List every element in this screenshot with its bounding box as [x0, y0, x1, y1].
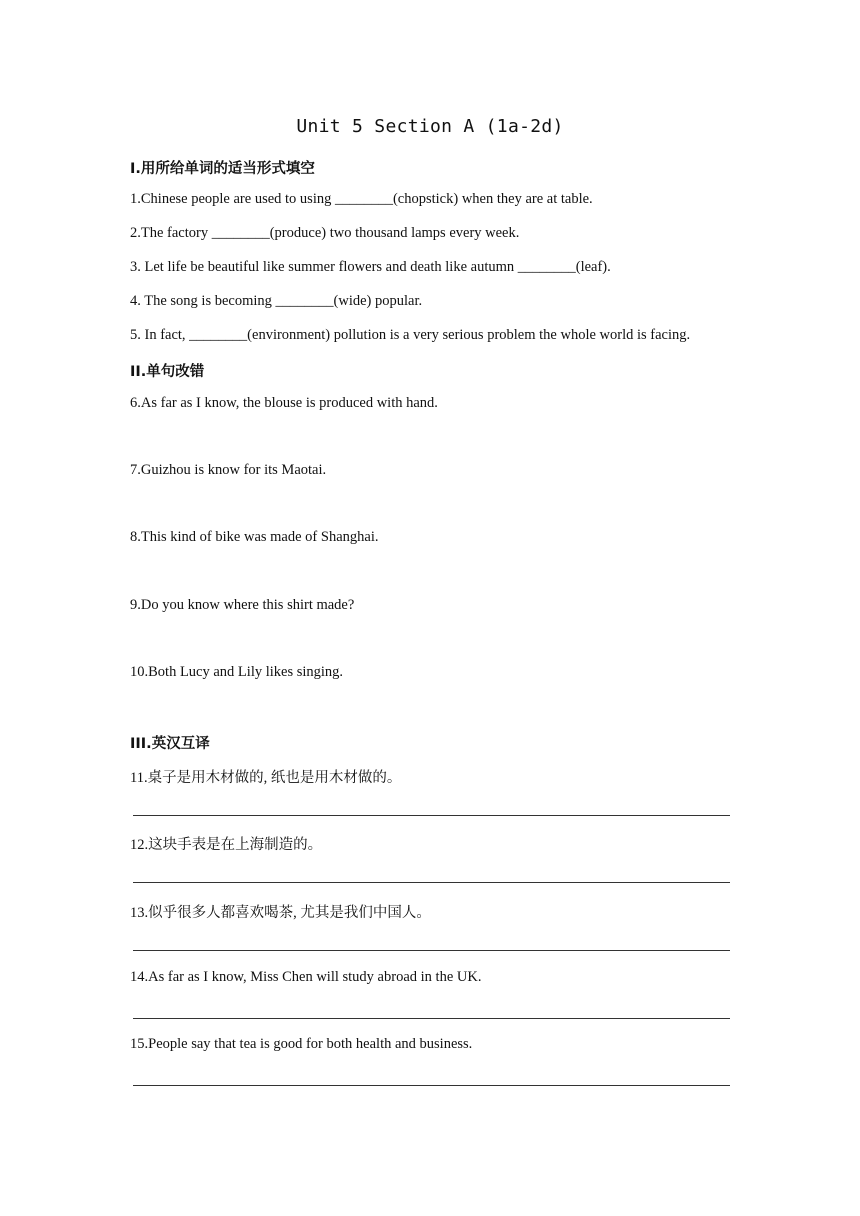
answer-line-12[interactable] [133, 882, 730, 883]
section-3-heading: III.英汉互译 [130, 736, 210, 752]
section-2-heading: II.单句改错 [130, 364, 205, 380]
section-1-heading: I.用所给单词的适当形式填空 [130, 161, 315, 177]
answer-line-13[interactable] [133, 950, 730, 951]
question-4: 4. The song is becoming ________(wide) popular. [130, 293, 423, 309]
question-12: 12.这块手表是在上海制造的。 [130, 837, 323, 853]
answer-line-15[interactable] [133, 1085, 730, 1086]
question-15: 15.People say that tea is good for both health and business. [130, 1036, 473, 1052]
question-13: 13.似乎很多人都喜欢喝茶, 尤其是我们中国人。 [130, 905, 431, 921]
question-8: 8.This kind of bike was made of Shanghai. [130, 529, 379, 545]
answer-line-14[interactable] [133, 1018, 730, 1019]
question-10: 10.Both Lucy and Lily likes singing. [130, 664, 344, 680]
question-11: 11.桌子是用木材做的, 纸也是用木材做的。 [130, 770, 402, 786]
question-9: 9.Do you know where this shirt made? [130, 597, 355, 613]
answer-line-11[interactable] [133, 815, 730, 816]
question-1: 1.Chinese people are used to using ________(chopstick) when they are at table. [130, 191, 593, 207]
question-7: 7.Guizhou is know for its Maotai. [130, 462, 327, 478]
question-5: 5. In fact, ________(environment) pollution is a very serious problem the whole world is facing. [130, 327, 691, 343]
question-6: 6.As far as I know, the blouse is produced with hand. [130, 395, 438, 411]
question-3: 3. Let life be beautiful like summer flowers and death like autumn ________(leaf). [130, 259, 611, 275]
question-2: 2.The factory ________(produce) two thousand lamps every week. [130, 225, 520, 241]
question-14: 14.As far as I know, Miss Chen will study abroad in the UK. [130, 969, 482, 985]
page-title: Unit 5 Section A (1a-2d) [296, 116, 564, 137]
